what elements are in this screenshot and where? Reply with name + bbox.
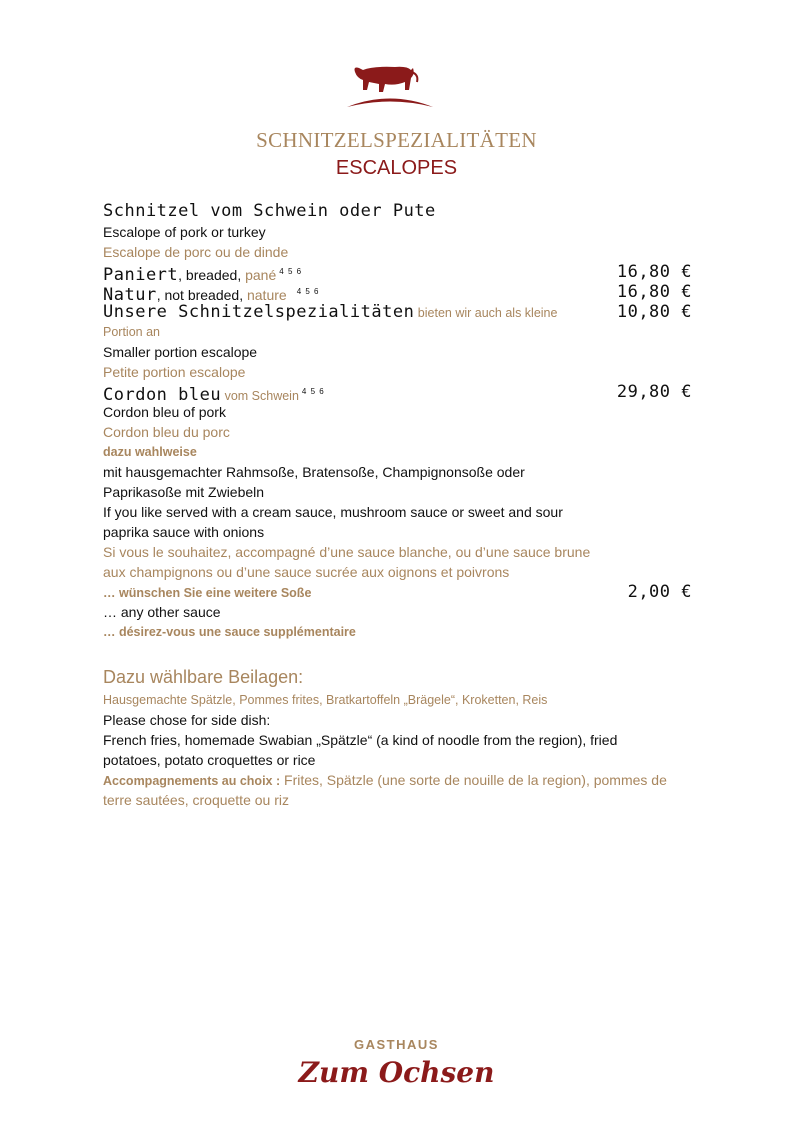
item-en: , breaded,	[178, 267, 242, 283]
menu-item	[103, 282, 703, 305]
item-en: Cordon bleu of pork	[103, 404, 226, 420]
item-price: 16,80 €	[616, 262, 692, 282]
extra-sauce-fr: … désirez-vous une sauce supplémentaire	[103, 625, 356, 639]
item-fr: pané	[241, 267, 277, 283]
sauce-en: paprika sauce with onions	[103, 524, 265, 540]
item-price: 29,80 €	[616, 382, 692, 402]
sauce-fr: Si vous le souhaitez, accompagné d’une sauce blanche, ou d’une sauce brune	[103, 544, 591, 560]
choice-label: dazu wahlweise	[103, 445, 197, 459]
item-name: Paniert	[103, 265, 179, 285]
sides-fr: terre sautées, croquette ou riz	[103, 792, 289, 808]
footer-logo	[0, 1037, 793, 1089]
menu-heading-en: Escalope of pork or turkey	[103, 224, 266, 240]
item-fr: nature	[243, 287, 287, 303]
item-name: Natur	[103, 285, 157, 305]
item-desc-cont: Portion an	[103, 325, 160, 339]
footer-gasthaus: GASTHAUS	[354, 1037, 439, 1052]
sauce-de: mit hausgemachter Rahmsoße, Bratensoße, Champignonsoße oder	[103, 464, 525, 480]
item-fr: Cordon bleu du porc	[103, 424, 230, 440]
sauce-de: Paprikasoße mit Zwiebeln	[103, 484, 265, 500]
extra-sauce-price: 2,00 €	[627, 582, 692, 602]
allergen-codes: 4 5 6	[279, 267, 303, 276]
item-name: Cordon bleu	[103, 385, 222, 405]
sides-en-label: Please chose for side dish:	[103, 712, 271, 728]
sides-fr	[103, 770, 703, 790]
allergen-codes: 4 5 6	[301, 387, 325, 396]
sides-de: Hausgemachte Spätzle, Pommes frites, Bratkartoffeln „Brägele“, Kroketten, Reis	[103, 693, 548, 707]
item-fr: Petite portion escalope	[103, 364, 246, 380]
item-desc: bieten wir auch als kleine	[414, 306, 558, 320]
item-desc: vom Schwein	[221, 389, 299, 403]
item-en: , not breaded,	[156, 287, 244, 303]
menu-item	[103, 302, 703, 322]
menu-heading-fr: Escalope de porc ou de dinde	[103, 244, 289, 260]
bull-icon	[345, 60, 435, 110]
allergen-codes: 4 5 6	[296, 287, 320, 296]
section-subtitle: ESCALOPES	[335, 157, 458, 179]
sides-title: Dazu wählbare Beilagen:	[103, 667, 304, 687]
item-price: 16,80 €	[616, 282, 692, 302]
sauce-en: If you like served with a cream sauce, mushroom sauce or sweet and sour	[103, 504, 563, 520]
sides-en: potatoes, potato croquettes or rice	[103, 752, 316, 768]
section-title: SCHNITZELSPEZIALITÄTEN	[256, 128, 537, 152]
menu-content	[103, 200, 703, 810]
item-en: Smaller portion escalope	[103, 344, 258, 360]
sides-fr-text: Frites, Spätzle (une sorte de nouille de la region), pommes de	[280, 772, 667, 788]
menu-item	[103, 382, 703, 405]
item-price: 10,80 €	[616, 302, 692, 322]
menu-item	[103, 262, 703, 285]
item-name: Unsere Schnitzelspezialitäten	[103, 302, 415, 322]
sides-fr-label: Accompagnements au choix :	[103, 774, 281, 788]
sauce-fr: aux champignons ou d’une sauce sucrée aux oignons et poivrons	[103, 564, 510, 580]
extra-sauce-en: … any other sauce	[103, 604, 221, 620]
extra-sauce	[103, 582, 703, 602]
footer-name: Zum Ochsen	[298, 1056, 495, 1089]
menu-heading: Schnitzel vom Schwein oder Pute	[103, 201, 436, 221]
extra-sauce-de: … wünschen Sie eine weitere Soße	[103, 586, 312, 600]
sides-en: French fries, homemade Swabian „Spätzle“ (a kind of noodle from the region), fried	[103, 732, 618, 748]
